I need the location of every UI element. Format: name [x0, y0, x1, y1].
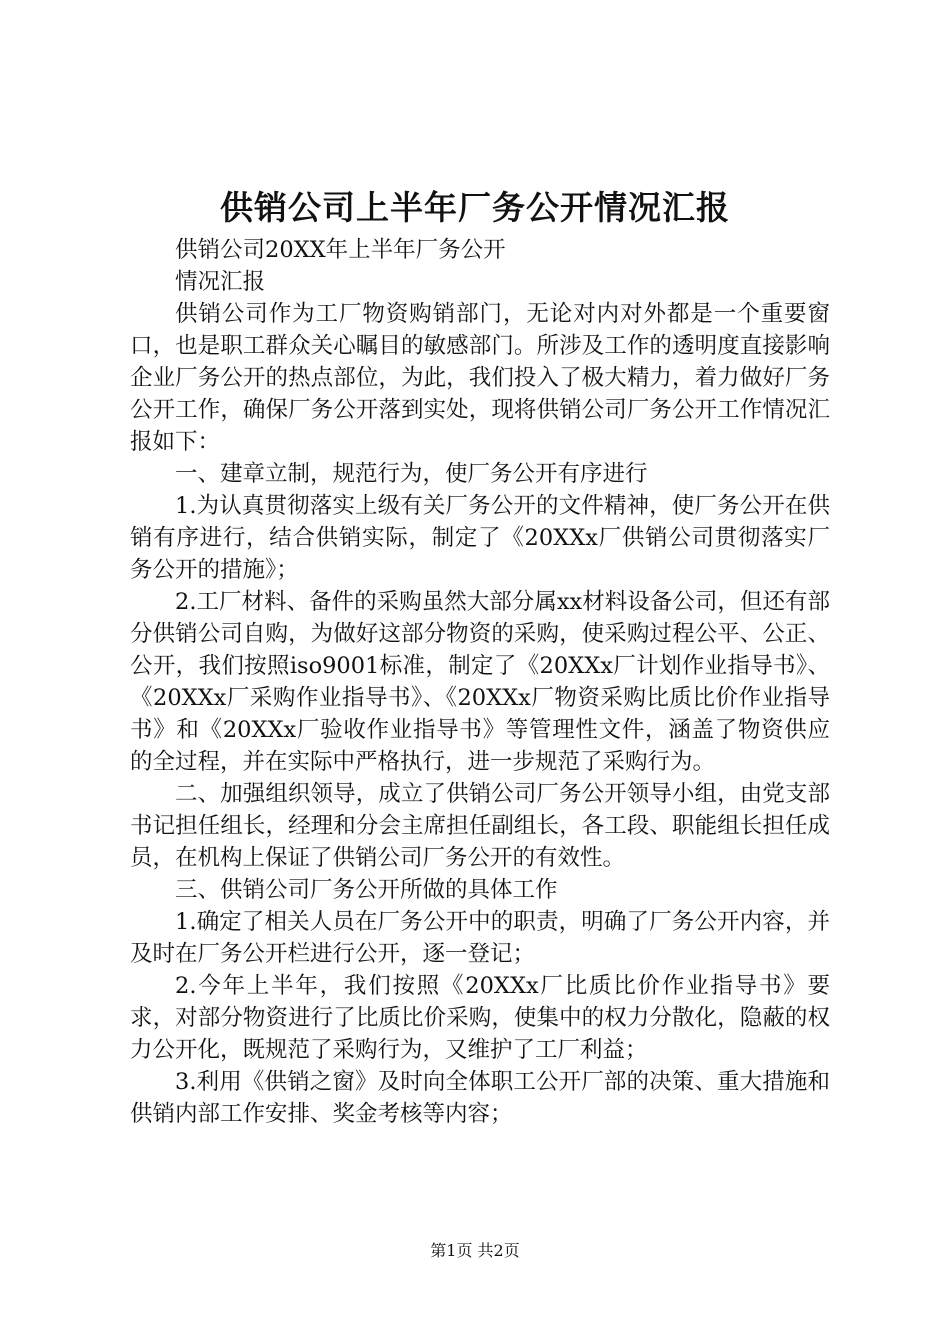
document-body: [130, 234, 830, 1130]
section-heading-3: 三、供销公司厂务公开所做的具体工作: [175, 877, 558, 903]
section-heading-2: 二、加强组织领导，成立了供销公司厂务公开领导小组，由党支部书记担任组长，经理和分会主席担任副组长，各工段、职能组长担任成员，在机构上保证了供销公司厂务公开的有效性。: [130, 781, 830, 871]
paragraph-1-1: 1.为认真贯彻落实上级有关厂务公开的文件精神，使厂务公开在供销有序进行，结合供销实际，制定了《20XXx厂供销公司贯彻落实厂务公开的措施》；: [130, 493, 830, 583]
paragraph-subtitle-line1: 供销公司20XX年上半年厂务公开: [175, 237, 506, 263]
paragraph-3-3: 3.利用《供销之窗》及时向全体职工公开厂部的决策、重大措施和供销内部工作安排、奖金考核等内容；: [130, 1069, 830, 1127]
page-footer: 第1页 共2页: [430, 1241, 520, 1260]
paragraph-3-1: 1.确定了相关人员在厂务公开中的职责，明确了厂务公开内容，并及时在厂务公开栏进行公开，逐一登记；: [130, 909, 830, 967]
paragraph-subtitle-line2: 情况汇报: [175, 269, 266, 295]
paragraph-1-2: 2.工厂材料、备件的采购虽然大部分属xx材料设备公司，但还有部分供销公司自购，为做好这部分物资的采购，使采购过程公平、公正、公开，我们按照iso9001标准，制定了《20XXx厂计划作业指导书》、《20XXx厂采购作业指导书》、《20XXx厂物资采购比质比价作业指导书》和《20XXx厂验收作业指导书》等管理性文件，涵盖了物资供应的全过程，并在实际中严格执行，进一步规范了采购行为。: [130, 589, 830, 775]
paragraph-3-2: 2.今年上半年，我们按照《20XXx厂比质比价作业指导书》要求，对部分物资进行了比质比价采购，使集中的权力分散化，隐蔽的权力公开化，既规范了采购行为，又维护了工厂利益；: [130, 973, 830, 1063]
document-title: 供销公司上半年厂务公开情况汇报: [220, 188, 730, 227]
section-heading-1: 一、建章立制，规范行为，使厂务公开有序进行: [175, 461, 648, 487]
paragraph-intro: 供销公司作为工厂物资购销部门，无论对内对外都是一个重要窗口，也是职工群众关心瞩目的敏感部门。所涉及工作的透明度直接影响企业厂务公开的热点部位，为此，我们投入了极大精力，着力做好厂务公开工作，确保厂务公开落到实处，现将供销公司厂务公开工作情况汇报如下：: [130, 301, 830, 455]
